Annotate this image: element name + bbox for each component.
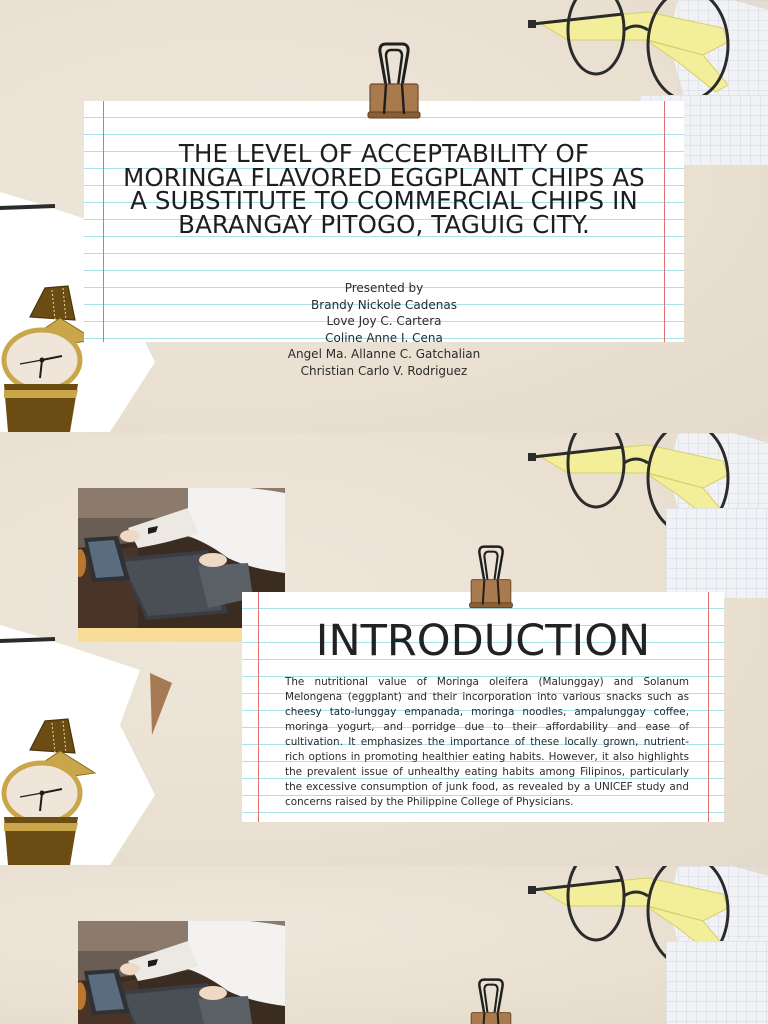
author-name: Love Joy C. Cartera (326, 314, 442, 328)
binder-clip-icon (364, 42, 424, 122)
binder-clip-icon (461, 545, 521, 611)
author-name: Christian Carlo V. Rodriguez (300, 363, 468, 378)
grid-paper-icon (666, 508, 768, 598)
author-name: Angel Ma. Allanne C. Gatchalian (287, 347, 481, 361)
grid-paper-icon (666, 941, 768, 1024)
author-name: Coline Anne I. Cena (325, 330, 443, 345)
wristwatch-icon (0, 625, 175, 866)
presentation-title: THE LEVEL OF ACCEPTABILITY OF MORINGA FLAVORED EGGPLANT CHIPS AS A SUBSTITUTE TO COMMERCIAL CHIPS IN BARANGAY PITOGO, TAGUIG CITY. (123, 139, 645, 239)
eyeglasses-icon (528, 0, 768, 110)
binder-clip-icon (461, 978, 521, 1024)
introduction-heading: INTRODUCTION (315, 616, 651, 666)
next-slide-partial (0, 866, 768, 1024)
cover-slide (0, 0, 768, 433)
introduction-body: The nutritional value of Moringa oleifera (Malunggay) and Solanum Melongena (eggplant) and their incorporation into various snacks such as cheesy tato-lunggay empanada, moringa noodles, ampalunggay coffee, moringa yogurt, and porridge due to their affordability and ease of cultivation. It emphasizes the importance of these locally grown, nutrient-rich options in promoting healthier eating habits. However, it also highlights the prevalent issue of unhealthy eating habits among Filipinos, particularly the excessive consumption of junk food, as revealed by a UNICEF study and concerns raised by the Philippine College of Physicians. (285, 676, 689, 808)
laptop-photo (78, 921, 285, 1024)
presented-by-label: Presented by (344, 281, 424, 295)
author-list (234, 280, 534, 379)
author-name: Brandy Nickole Cadenas (311, 297, 457, 312)
